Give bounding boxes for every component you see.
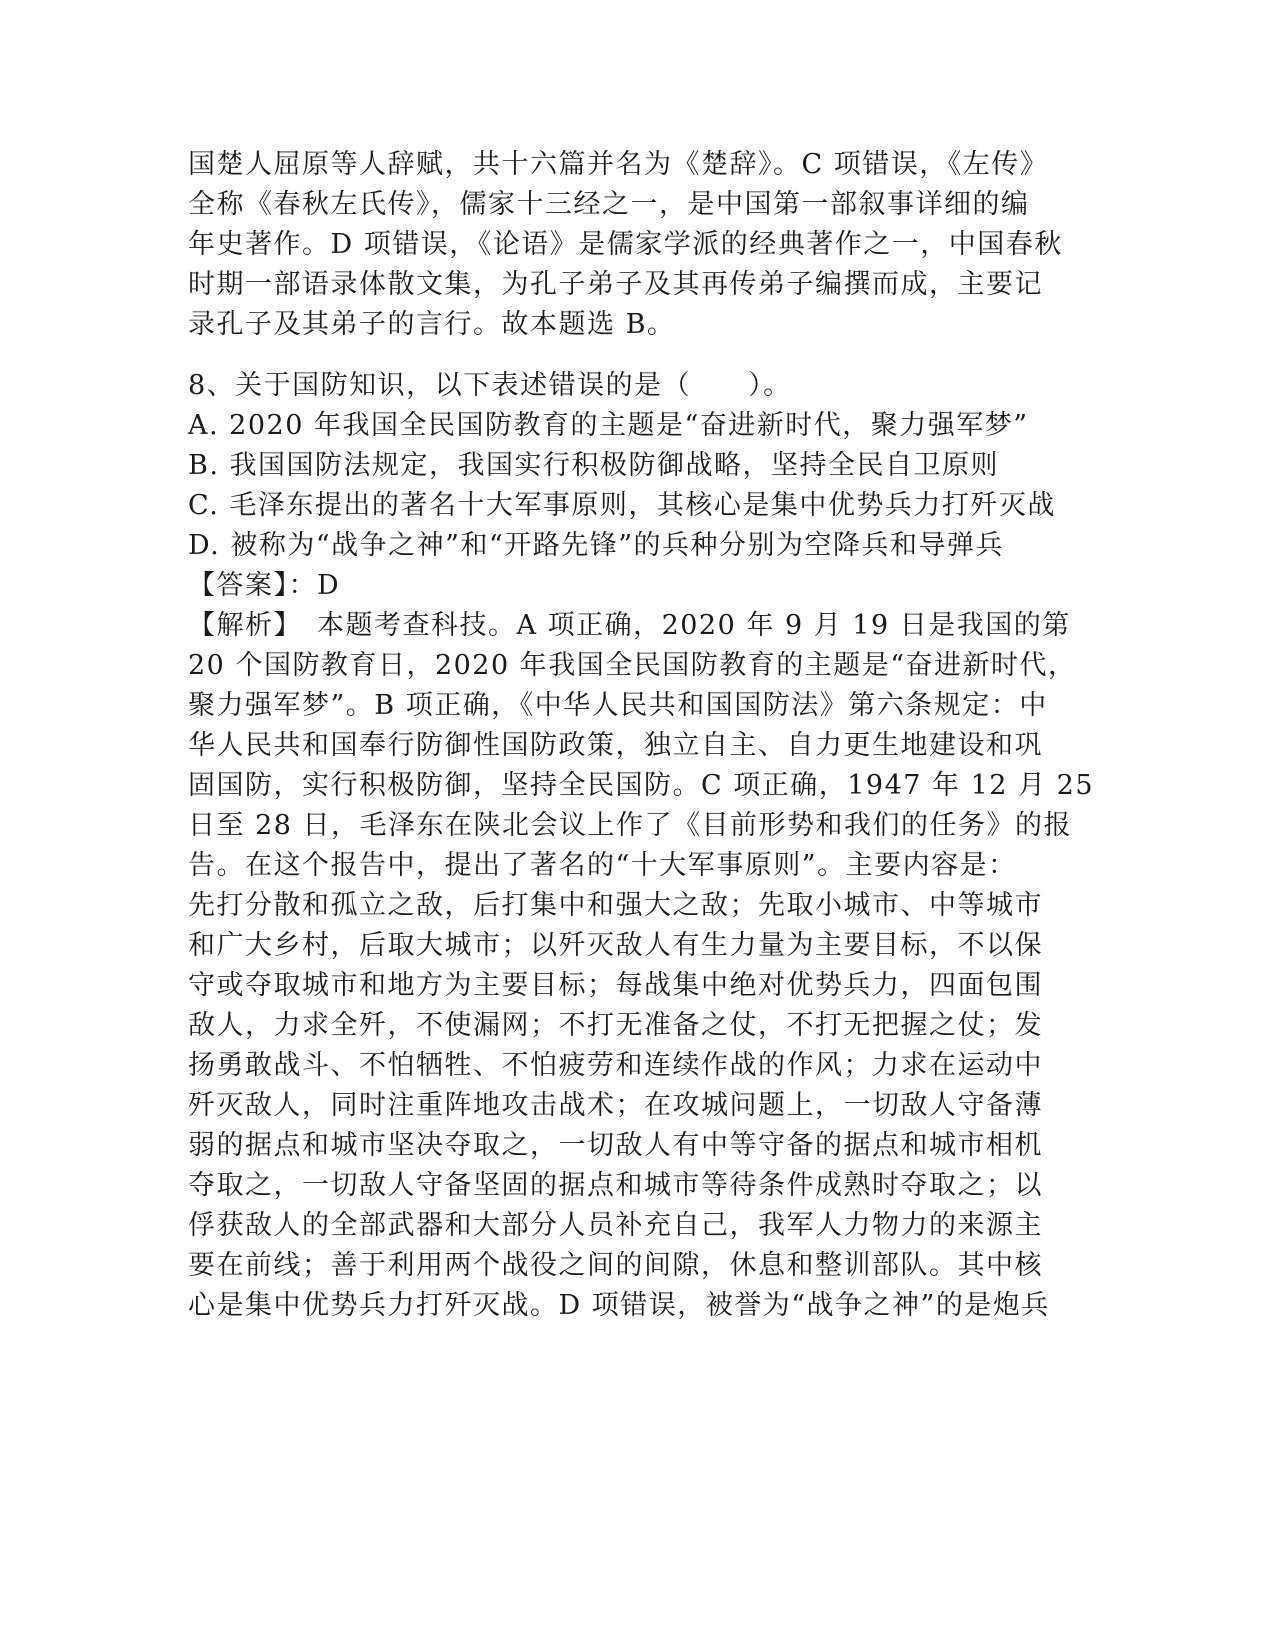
analysis-line-10: 守或夺取城市和地方为主要目标；每战集中绝对优势兵力，四面包围 [188,970,1043,1001]
analysis-line-14: 弱的据点和城市坚决夺取之，一切敌人有中等守备的据点和城市相机 [188,1130,1043,1161]
analysis-line-1: 【解析】 本题考查科技。A 项正确，2020 年 9 月 19 日是我国的第 [188,610,1071,641]
analysis-line-13: 歼灭敌人，同时注重阵地攻击战术；在攻城问题上，一切敌人守备薄 [188,1090,1043,1121]
question-stem: 8、关于国防知识，以下表述错误的是（ ）。 [188,370,792,401]
analysis-line-16: 俘获敌人的全部武器和大部分人员补充自己，我军人力物力的来源主 [188,1210,1043,1241]
analysis-line-5: 固国防，实行积极防御，坚持全民国防。C 项正确，1947 年 12 月 25 [188,770,1094,801]
continuation-line-5: 录孔子及其弟子的言行。故本题选 B。 [188,309,676,340]
analysis-line-12: 扬勇敢战斗、不怕牺牲、不怕疲劳和连续作战的作风；力求在运动中 [188,1050,1043,1081]
continuation-line-2: 全称《春秋左氏传》，儒家十三经之一，是中国第一部叙事详细的编 [188,189,1030,220]
analysis-line-18: 心是集中优势兵力打歼灭战。D 项错误，被誉为“战争之神”的是炮兵 [188,1290,1050,1321]
analysis-line-3: 聚力强军梦”。B 项正确，《中华人民共和国国防法》第六条规定：中 [188,690,1048,721]
analysis-line-17: 要在前线；善于利用两个战役之间的间隙，休息和整训部队。其中核 [188,1250,1043,1281]
continuation-line-4: 时期一部语录体散文集，为孔子弟子及其再传弟子编撰而成，主要记 [188,269,1043,300]
option-a: A. 2020 年我国全民国防教育的主题是“奋进新时代，聚力强军梦” [188,410,1029,441]
analysis-line-8: 先打分散和孤立之敌，后打集中和强大之敌；先取小城市、中等城市 [188,890,1043,921]
continuation-line-3: 年史著作。D 项错误，《论语》是儒家学派的经典著作之一，中国春秋 [188,229,1063,260]
analysis-line-11: 敌人，力求全歼，不使漏网；不打无准备之仗，不打无把握之仗；发 [188,1010,1043,1041]
continuation-line-1: 国楚人屈原等人辞赋，共十六篇并名为《楚辞》。C 项错误，《左传》 [188,149,1049,180]
analysis-line-4: 华人民共和国奉行防御性国防政策，独立自主、自力更生地建设和巩 [188,730,1043,761]
analysis-line-7: 告。在这个报告中，提出了著名的“十大军事原则”。主要内容是： [188,850,1017,881]
option-c: C. 毛泽东提出的著名十大军事原则，其核心是集中优势兵力打歼灭战 [188,490,1056,521]
analysis-line-15: 夺取之，一切敌人守备坚固的据点和城市等待条件成熟时夺取之；以 [188,1170,1043,1201]
analysis-line-6: 日至 28 日，毛泽东在陕北会议上作了《目前形势和我们的任务》的报 [188,810,1073,841]
option-d: D. 被称为“战争之神”和“开路先锋”的兵种分别为空降兵和导弹兵 [188,530,1005,561]
analysis-line-2: 20 个国防教育日，2020 年我国全民国防教育的主题是“奋进新时代， [188,650,1077,681]
analysis-line-9: 和广大乡村，后取大城市；以歼灭敌人有生力量为主要目标，不以保 [188,930,1043,961]
option-b: B. 我国国防法规定，我国实行积极防御战略，坚持全民自卫原则 [188,450,1000,481]
answer-line: 【答案】：D [188,570,341,601]
